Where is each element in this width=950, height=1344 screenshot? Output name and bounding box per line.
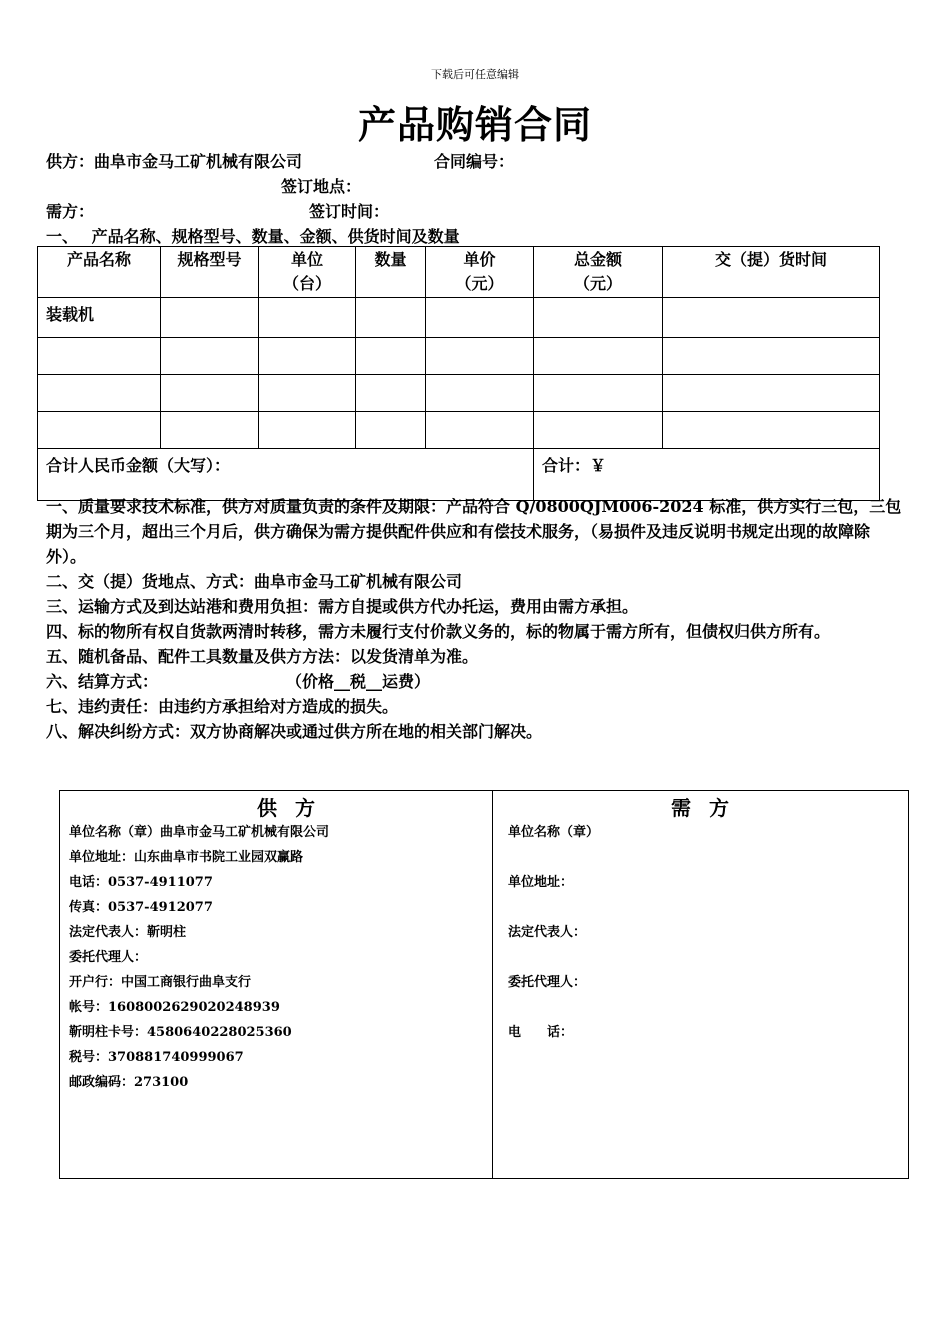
table-cell: [356, 375, 426, 412]
clause-6-settlement: 六、结算方式： （价格__税__运费）: [46, 672, 431, 691]
table-cell: [161, 375, 259, 412]
table-cell: [426, 375, 534, 412]
clause-3-transport: 三、运输方式及到达站港和费用负担：需方自提或供方代办托运，费用由需方承担。: [46, 597, 639, 616]
supplier-tax-number: 税号：370881740999067: [69, 1050, 244, 1065]
table-cell: [38, 375, 161, 412]
supplier-account: 帐号：1608002629020248939: [69, 1000, 280, 1015]
table-row: [38, 375, 880, 412]
supplier-unit-name: 单位名称（章）曲阜市金马工矿机械有限公司: [69, 825, 330, 840]
total-sum-label: 合计：￥: [534, 449, 880, 501]
table-cell: [663, 338, 880, 375]
col-header-delivery-time: 交（提）货时间: [663, 247, 880, 298]
table-row: [38, 298, 880, 338]
clause-7-liability: 七、违约责任：由违约方承担给对方造成的损失。: [46, 697, 399, 716]
supplier-card-number: 靳明柱卡号：4580640228025360: [69, 1025, 292, 1040]
product-table: [37, 246, 880, 501]
clause-8-dispute: 八、解决纠纷方式：双方协商解决或通过供方所在地的相关部门解决。: [46, 722, 543, 741]
table-cell: [426, 298, 534, 338]
table-cell: [534, 412, 663, 449]
clause-5-spare-parts: 五、随机备品、配件工具数量及供方方法：以发货清单为准。: [46, 647, 479, 666]
supplier-bank: 开户行：中国工商银行曲阜支行: [69, 975, 252, 990]
col-header-product-name: 产品名称: [38, 247, 161, 298]
supplier-fax: 传真：0537-4912077: [69, 900, 213, 915]
supplier-phone: 电话：0537-4911077: [69, 875, 213, 890]
clause-2-delivery-place: 二、交（提）货地点、方式：曲阜市金马工矿机械有限公司: [46, 572, 463, 591]
total-rmb-uppercase-label: 合计人民币金额（大写）：: [38, 449, 534, 501]
table-cell: [259, 375, 356, 412]
table-cell: [161, 412, 259, 449]
section1-title: 一、 产品名称、规格型号、数量、金额、供货时间及数量: [46, 227, 460, 246]
table-cell: [663, 298, 880, 338]
col-header-unit: 单位 （台）: [259, 247, 356, 298]
table-cell: [534, 338, 663, 375]
table-cell: [426, 412, 534, 449]
table-cell: [38, 338, 161, 375]
buyer-heading: 需方: [671, 796, 747, 820]
clause-1-quality: 一、质量要求技术标准，供方对质量负责的条件及期限：产品符合 Q/0800QJM006-2024 标准，供方实行三包，三包期为三个月，超出三个月后，供方确保为需方提供配件供应和有偿技术服务，（易损件及违反说明书规定出现的故障除外）。: [46, 497, 902, 566]
sign-place-label: 签订地点：: [281, 177, 362, 196]
signature-divider: [492, 791, 493, 1178]
col-header-quantity: 数量: [356, 247, 426, 298]
col-header-spec-model: 规格型号: [161, 247, 259, 298]
table-cell: [356, 412, 426, 449]
table-cell: [663, 375, 880, 412]
table-row: [38, 338, 880, 375]
sign-time-label: 签订时间：: [309, 202, 390, 221]
buyer-phone: 电 话：: [508, 1025, 574, 1040]
table-cell: [426, 338, 534, 375]
buyer-unit-name: 单位名称（章）: [508, 825, 600, 840]
supplier-postcode: 邮政编码：273100: [69, 1075, 189, 1090]
table-row: [38, 412, 880, 449]
supplier-name-line: 供方：曲阜市金马工矿机械有限公司: [46, 152, 303, 171]
supplier-agent: 委托代理人：: [69, 950, 148, 965]
col-header-unit-price: 单价 （元）: [426, 247, 534, 298]
contract-clauses: [46, 494, 908, 744]
table-cell: 装载机: [38, 298, 161, 338]
buyer-address: 单位地址：: [508, 875, 574, 890]
signature-block: [59, 790, 909, 1179]
table-cell: [663, 412, 880, 449]
table-cell: [161, 298, 259, 338]
table-total-row: [38, 449, 880, 501]
table-cell: [38, 412, 161, 449]
table-cell: [259, 298, 356, 338]
table-cell: [259, 412, 356, 449]
table-cell: [356, 338, 426, 375]
supplier-address: 单位地址：山东曲阜市书院工业园双赢路: [69, 850, 304, 865]
table-cell: [259, 338, 356, 375]
buyer-legal-rep: 法定代表人：: [508, 925, 587, 940]
table-cell: [534, 375, 663, 412]
clause-4-ownership: 四、标的物所有权自货款两清时转移，需方未履行支付价款义务的，标的物属于需方所有，但债权归供方所有。: [46, 622, 831, 641]
supplier-legal-rep: 法定代表人：靳明柱: [69, 925, 187, 940]
col-header-total-amount: 总金额 （元）: [534, 247, 663, 298]
table-cell: [161, 338, 259, 375]
buyer-name-line: 需方：: [46, 202, 95, 221]
table-header-row: [38, 247, 880, 298]
supplier-heading: 供方: [257, 796, 333, 820]
contract-number-label: 合同编号：: [434, 152, 515, 171]
buyer-agent: 委托代理人：: [508, 975, 587, 990]
table-cell: [534, 298, 663, 338]
contract-title: 产品购销合同: [357, 102, 592, 147]
table-cell: [356, 298, 426, 338]
download-note: 下载后可任意编辑: [431, 68, 519, 81]
